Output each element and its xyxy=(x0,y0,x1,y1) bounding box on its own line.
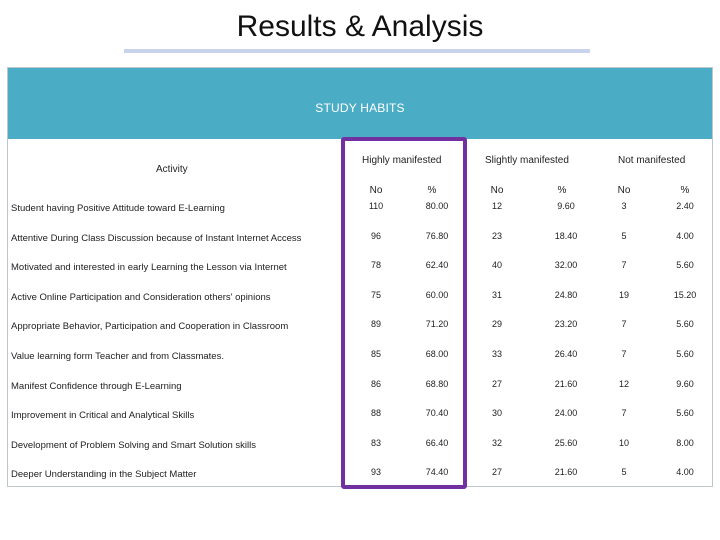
value-cell-n-no: 12 xyxy=(618,378,629,389)
value-cell-s-pct: 21.60 xyxy=(554,378,578,389)
value-cell-n-pct: 5.60 xyxy=(676,260,694,271)
value-cell-h-pct: 71.20 xyxy=(425,319,449,330)
value-cell-n-pct: 4.00 xyxy=(676,230,694,241)
title-underline xyxy=(124,49,590,53)
activity-cell: Active Online Participation and Consideration others' opinions xyxy=(11,291,271,303)
table-row xyxy=(8,437,712,468)
activity-cell: Motivated and interested in early Learning the Lesson via Internet xyxy=(11,262,287,274)
value-cell-s-no: 12 xyxy=(491,201,502,211)
value-cell-n-pct: 5.60 xyxy=(676,349,694,359)
value-cell-h-no: 78 xyxy=(370,260,381,271)
activity-cell: Appropriate Behavior, Participation and Cooperation in Classroom xyxy=(11,321,289,333)
value-cell-s-no: 29 xyxy=(491,319,502,330)
value-cell-s-no: 30 xyxy=(491,408,502,419)
value-cell-h-no: 110 xyxy=(368,201,384,211)
activity-cell: Manifest Confidence through E-Learning xyxy=(11,380,182,392)
value-cell-h-no: 96 xyxy=(370,230,381,241)
value-cell-h-pct: 80.00 xyxy=(425,201,449,211)
study-habits-table xyxy=(7,67,713,487)
value-cell-h-pct: 62.40 xyxy=(425,260,449,271)
value-cell-h-pct: 70.40 xyxy=(425,408,449,419)
not-manifested-header: Not manifested xyxy=(618,155,686,166)
value-cell-n-no: 7 xyxy=(621,319,627,330)
value-cell-h-no: 88 xyxy=(370,408,381,419)
value-cell-s-no: 33 xyxy=(491,349,502,359)
value-cell-s-pct: 9.60 xyxy=(557,201,575,211)
value-cell-n-no: 7 xyxy=(621,260,627,271)
value-cell-n-no: 7 xyxy=(621,408,627,419)
table-row xyxy=(8,351,712,379)
value-cell-n-no: 5 xyxy=(621,230,627,241)
activity-cell: Attentive During Class Discussion because of Instant Internet Access xyxy=(11,232,302,244)
table-row xyxy=(8,203,712,231)
value-cell-s-pct: 21.60 xyxy=(554,467,578,478)
table-row xyxy=(8,230,712,261)
table-row xyxy=(8,321,712,349)
value-cell-s-pct: 26.40 xyxy=(554,349,578,359)
value-cell-h-pct: 66.40 xyxy=(425,437,449,448)
value-cell-n-pct: 5.60 xyxy=(676,319,694,330)
value-cell-h-no: 85 xyxy=(370,349,381,359)
value-cell-s-pct: 24.00 xyxy=(554,408,578,419)
value-cell-n-no: 19 xyxy=(618,289,629,300)
value-cell-n-pct: 15.20 xyxy=(673,289,697,300)
value-cell-s-no: 23 xyxy=(491,230,502,241)
value-cell-s-no: 31 xyxy=(491,289,502,300)
value-cell-s-no: 27 xyxy=(491,467,502,478)
value-cell-s-pct: 25.60 xyxy=(554,437,578,448)
value-cell-s-pct: 24.80 xyxy=(554,289,578,300)
activity-cell: Development of Problem Solving and Smart Solution skills xyxy=(11,439,257,451)
value-cell-h-no: 93 xyxy=(370,467,381,478)
highly-pct-header: % xyxy=(427,185,437,196)
value-cell-s-no: 27 xyxy=(491,378,502,389)
value-cell-n-no: 3 xyxy=(621,201,627,211)
slightly-manifested-header: Slightly manifested xyxy=(485,155,569,166)
slightly-no-header: No xyxy=(490,185,504,196)
value-cell-s-no: 40 xyxy=(491,260,502,271)
value-cell-h-no: 75 xyxy=(370,289,381,300)
value-cell-n-no: 5 xyxy=(621,467,627,478)
activity-cell: Value learning form Teacher and from Classmates. xyxy=(11,351,224,362)
value-cell-n-no: 7 xyxy=(621,349,627,359)
not-pct-header: % xyxy=(680,185,690,196)
value-cell-h-pct: 76.80 xyxy=(425,230,449,241)
value-cell-s-pct: 18.40 xyxy=(554,230,578,241)
value-cell-s-no: 32 xyxy=(491,437,502,448)
value-cell-h-no: 89 xyxy=(370,319,381,330)
value-cell-h-pct: 74.40 xyxy=(425,467,449,478)
value-cell-n-pct: 2.40 xyxy=(676,201,694,211)
value-cell-h-pct: 68.80 xyxy=(425,378,449,389)
value-cell-n-pct: 4.00 xyxy=(676,467,694,478)
value-cell-h-no: 86 xyxy=(370,378,381,389)
table-banner xyxy=(8,68,712,139)
value-cell-h-pct: 60.00 xyxy=(425,289,449,300)
activity-cell: Student having Positive Attitude toward E-Learning xyxy=(11,203,225,214)
value-cell-s-pct: 32.00 xyxy=(554,260,578,271)
page-title: Results & Analysis xyxy=(236,10,484,43)
value-cell-n-no: 10 xyxy=(618,437,629,448)
banner-title: STUDY HABITS xyxy=(315,101,405,115)
table-row xyxy=(8,469,712,497)
value-cell-h-pct: 68.00 xyxy=(425,349,449,359)
highly-no-header: No xyxy=(369,185,383,196)
table-row xyxy=(8,410,712,438)
value-cell-h-no: 83 xyxy=(370,437,381,448)
activity-cell: Deeper Understanding in the Subject Matter xyxy=(11,469,197,481)
value-cell-n-pct: 5.60 xyxy=(676,408,694,419)
highly-manifested-header: Highly manifested xyxy=(362,155,442,166)
value-cell-n-pct: 9.60 xyxy=(676,378,694,389)
table-row xyxy=(8,262,712,290)
slightly-pct-header: % xyxy=(557,185,567,196)
activity-header: Activity xyxy=(156,164,188,175)
activity-cell: Improvement in Critical and Analytical Skills xyxy=(11,410,195,422)
not-no-header: No xyxy=(617,185,631,196)
table-row xyxy=(8,289,712,320)
value-cell-s-pct: 23.20 xyxy=(554,319,578,330)
value-cell-n-pct: 8.00 xyxy=(676,437,694,448)
table-row xyxy=(8,378,712,409)
